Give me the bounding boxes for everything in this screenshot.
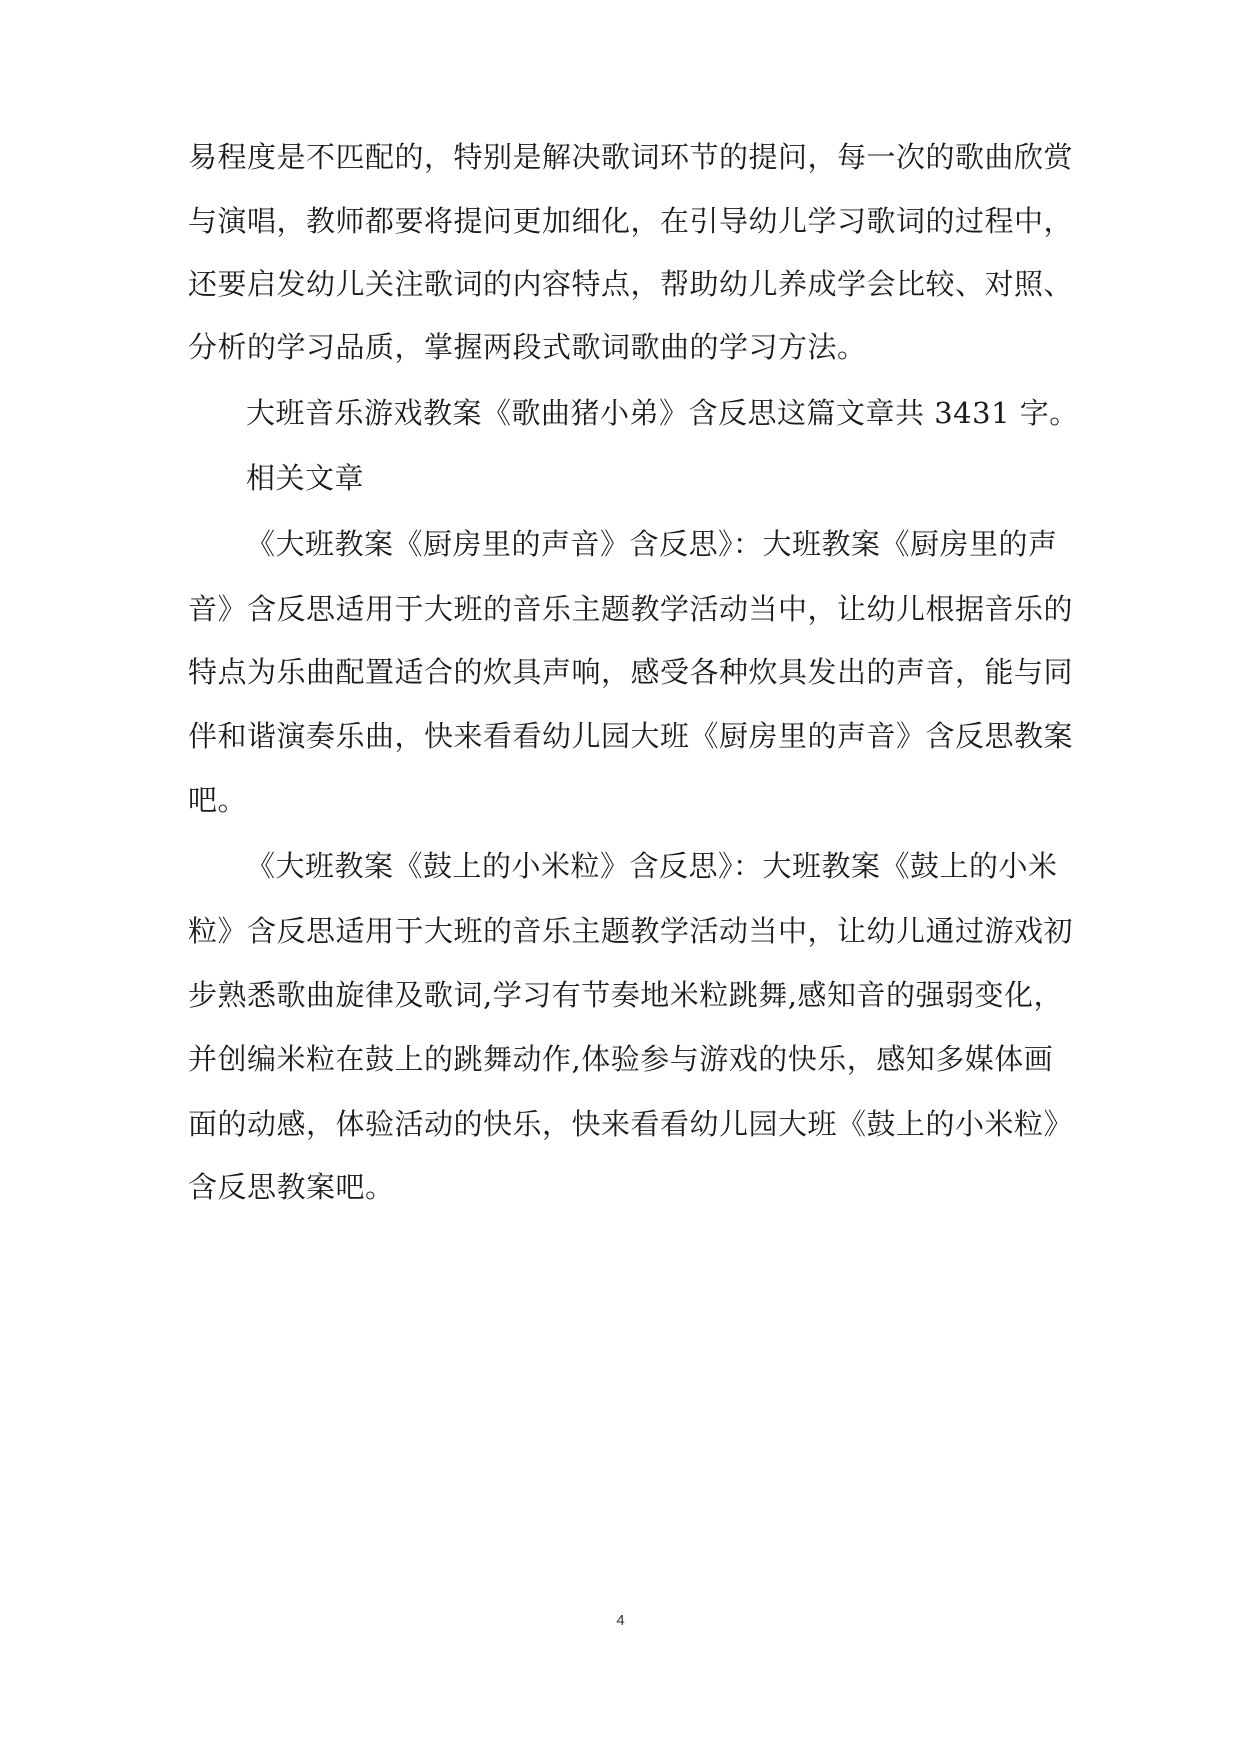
paragraph-1-line-4: 分析的学习品质，掌握两段式歌词歌曲的学习方法。 (188, 330, 867, 364)
related-article-2-line-5: 面的动感，体验活动的快乐，快来看看幼儿园大班《鼓上的小米粒》 (188, 1107, 1074, 1141)
related-articles-heading: 相关文章 (246, 461, 365, 495)
related-article-1-line-5: 吧。 (188, 783, 248, 817)
paragraph-1-line-3: 还要启发幼儿关注歌词的内容特点，帮助幼儿养成学会比较、对照、 (188, 267, 1074, 301)
related-article-2-line-6: 含反思教案吧。 (188, 1170, 395, 1204)
related-article-2-line-2: 粒》含反思适用于大班的音乐主题教学活动当中，让幼儿通过游戏初 (188, 914, 1074, 948)
related-article-1-line-3: 特点为乐曲配置适合的炊具声响，感受各种炊具发出的声音，能与同 (188, 655, 1074, 689)
word-count-line: 大班音乐游戏教案《歌曲猪小弟》含反思这篇文章共 3431 字。 (246, 396, 1079, 430)
related-article-1-line-1: 《大班教案《厨房里的声音》含反思》：大班教案《厨房里的声 (246, 527, 1058, 561)
related-article-1-line-4: 伴和谐演奏乐曲，快来看看幼儿园大班《厨房里的声音》含反思教案 (188, 719, 1074, 753)
related-article-1-line-2: 音》含反思适用于大班的音乐主题教学活动当中，让幼儿根据音乐的 (188, 592, 1074, 626)
related-article-2-line-1: 《大班教案《鼓上的小米粒》含反思》：大班教案《鼓上的小米 (246, 849, 1058, 883)
related-article-2-line-4: 并创编米粒在鼓上的跳舞动作,体验参与游戏的快乐，感知多媒体画 (188, 1042, 1054, 1076)
related-article-2-line-3: 步熟悉歌曲旋律及歌词,学习有节奏地米粒跳舞,感知音的强弱变化， (188, 978, 1063, 1012)
page-number: 4 (616, 1612, 625, 1629)
paragraph-1-line-2: 与演唱，教师都要将提问更加细化，在引导幼儿学习歌词的过程中， (188, 204, 1074, 238)
paragraph-1-line-1: 易程度是不匹配的，特别是解决歌词环节的提问，每一次的歌曲欣赏 (188, 140, 1074, 174)
